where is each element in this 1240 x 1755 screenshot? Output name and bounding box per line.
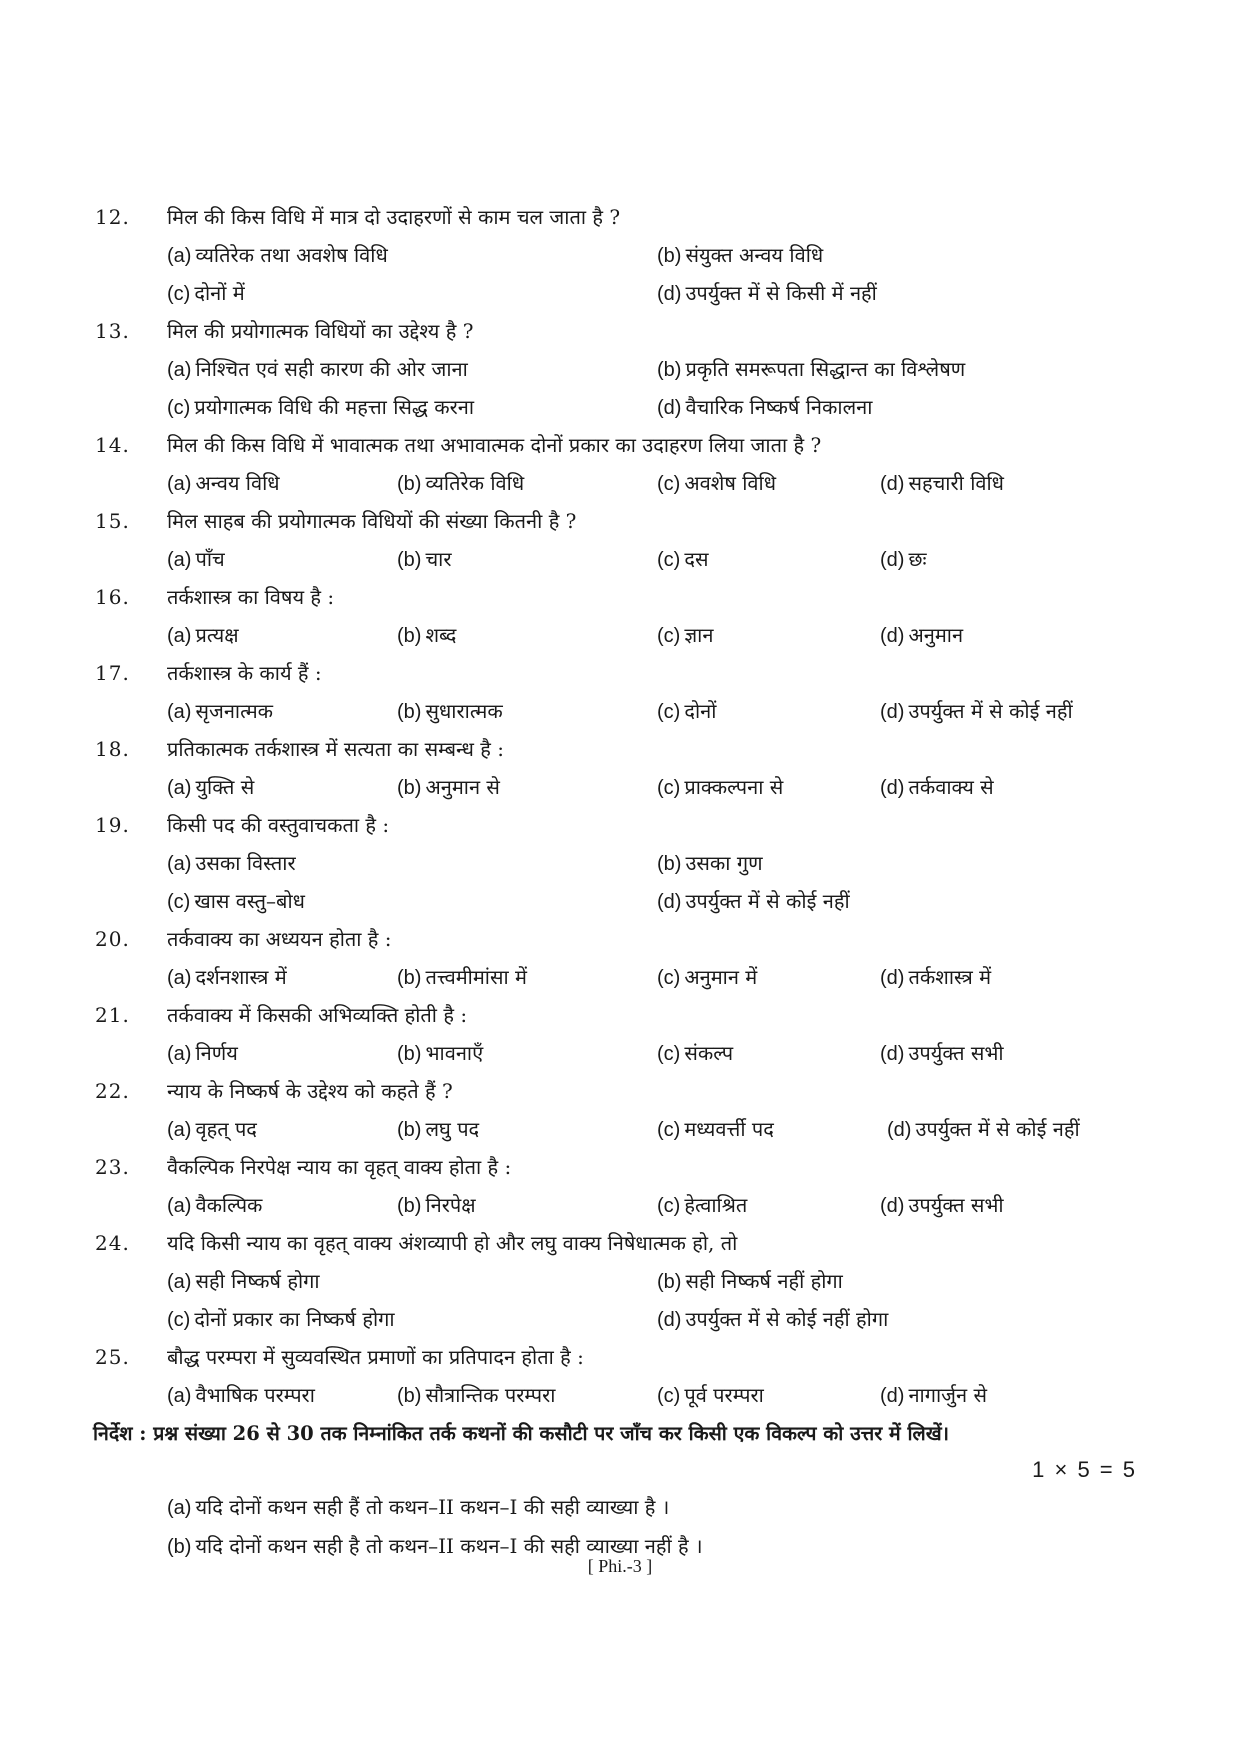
question-text: न्याय के निष्कर्ष के उद्देश्य को कहते हैं ? xyxy=(167,1079,453,1103)
option-d: (d) तर्कशास्त्र में xyxy=(880,965,992,989)
option-c: (c) पूर्व परम्परा xyxy=(657,1383,764,1407)
option-c: (c) हेत्वाश्रित xyxy=(657,1193,748,1217)
option-b: (b) सही निष्कर्ष नहीं होगा xyxy=(657,1269,843,1293)
option-a: (a) पाँच xyxy=(167,547,225,571)
option-b: (b) सौत्रान्तिक परम्परा xyxy=(397,1383,556,1407)
question-text: तर्कवाक्य का अध्ययन होता है : xyxy=(167,927,392,951)
option-c: (c) दोनों xyxy=(657,699,717,723)
question-number: 12. xyxy=(95,205,130,229)
question-text: प्रतिकात्मक तर्कशास्त्र में सत्यता का सम्बन्ध है : xyxy=(167,737,504,761)
option-a: (a) प्रत्यक्ष xyxy=(167,623,239,647)
question-number: 22. xyxy=(95,1079,130,1103)
question-number: 25. xyxy=(95,1345,130,1369)
option-a: (a) सही निष्कर्ष होगा xyxy=(167,1269,320,1293)
question-16 xyxy=(95,578,1155,616)
option-c: (c) प्रयोगात्मक विधि की महत्ता सिद्ध करना xyxy=(167,395,475,419)
marks-scheme: 1 × 5 = 5 xyxy=(1032,1457,1137,1482)
option-b: (b) प्रकृति समरूपता सिद्धान्त का विश्लेषण xyxy=(657,357,966,381)
option-b: (b) अनुमान से xyxy=(397,775,500,799)
option-d: (d) उपर्युक्त में से किसी में नहीं xyxy=(657,281,877,305)
question-12 xyxy=(95,198,1155,236)
options-row xyxy=(167,882,1155,920)
question-23 xyxy=(95,1148,1155,1186)
option-d: (d) तर्कवाक्य से xyxy=(880,775,994,799)
option-d: (d) उपर्युक्त में से कोई नहीं xyxy=(880,699,1073,723)
question-number: 19. xyxy=(95,813,130,837)
question-text: यदि किसी न्याय का वृहत् वाक्य अंशव्यापी हो और लघु वाक्य निषेधात्मक हो, तो xyxy=(167,1231,738,1255)
option-b: (b) व्यतिरेक विधि xyxy=(397,471,525,495)
option-b: (b) चार xyxy=(397,547,452,571)
option-c: (c) अनुमान में xyxy=(657,965,758,989)
option-b: (b) सुधारात्मक xyxy=(397,699,503,723)
options-row xyxy=(167,388,1155,426)
option-c: (c) संकल्प xyxy=(657,1041,734,1065)
question-number: 17. xyxy=(95,661,130,685)
question-18 xyxy=(95,730,1155,768)
question-17 xyxy=(95,654,1155,692)
question-15 xyxy=(95,502,1155,540)
option-d: (d) उपर्युक्त में से कोई नहीं xyxy=(887,1117,1080,1141)
option-a: (a) निर्णय xyxy=(167,1041,238,1065)
options-row xyxy=(167,1110,1155,1148)
options-row xyxy=(167,1034,1155,1072)
question-number: 23. xyxy=(95,1155,130,1179)
option-b: (b) भावनाएँ xyxy=(397,1041,484,1065)
option-a: (a) निश्चित एवं सही कारण की ओर जाना xyxy=(167,357,468,381)
options-row xyxy=(167,274,1155,312)
options-row xyxy=(167,1262,1155,1300)
option-d: (d) उपर्युक्त सभी xyxy=(880,1193,1004,1217)
question-21 xyxy=(95,996,1155,1034)
option-d: (d) छः xyxy=(880,547,927,571)
options-row xyxy=(167,958,1155,996)
page-footer: [ Phi.-3 ] xyxy=(587,1556,653,1576)
option-a: (a) वैकल्पिक xyxy=(167,1193,263,1217)
options-row xyxy=(167,236,1155,274)
option-b: (b) उसका गुण xyxy=(657,851,763,875)
option-a: (a) वृहत् पद xyxy=(167,1117,257,1141)
option-b: (b) लघु पद xyxy=(397,1117,480,1141)
question-number: 13. xyxy=(95,319,130,343)
question-number: 20. xyxy=(95,927,130,951)
question-list xyxy=(95,198,1155,1566)
question-text: मिल की किस विधि में मात्र दो उदाहरणों से काम चल जाता है ? xyxy=(167,205,621,229)
question-24 xyxy=(95,1224,1155,1262)
option-c: (c) प्राक्कल्पना से xyxy=(657,775,784,799)
question-number: 21. xyxy=(95,1003,130,1027)
option-a: (a) उसका विस्तार xyxy=(167,851,296,875)
option-c: (c) दस xyxy=(657,547,709,571)
option-d: (d) उपर्युक्त में से कोई नहीं होगा xyxy=(657,1307,889,1331)
option-a: (a) युक्ति से xyxy=(167,775,255,799)
options-row xyxy=(167,1300,1155,1338)
option-c: (c) खास वस्तु–बोध xyxy=(167,889,305,913)
question-20 xyxy=(95,920,1155,958)
question-number: 15. xyxy=(95,509,130,533)
option-d: (d) वैचारिक निष्कर्ष निकालना xyxy=(657,395,873,419)
options-row xyxy=(167,1376,1155,1414)
statement-option-a: (a) यदि दोनों कथन सही हैं तो कथन–II कथन–I की सही व्याख्या है । xyxy=(167,1495,670,1519)
question-text: किसी पद की वस्तुवाचकता है : xyxy=(167,813,390,837)
option-b: (b) शब्द xyxy=(397,623,457,647)
question-13 xyxy=(95,312,1155,350)
option-c: (c) अवशेष विधि xyxy=(657,471,777,495)
question-text: तर्कशास्त्र का विषय है : xyxy=(167,585,335,609)
question-text: बौद्ध परम्परा में सुव्यवस्थित प्रमाणों का प्रतिपादन होता है : xyxy=(167,1345,584,1369)
option-d: (d) उपर्युक्त सभी xyxy=(880,1041,1004,1065)
statement-option-b: (b) यदि दोनों कथन सही है तो कथन–II कथन–I की सही व्याख्या नहीं है । xyxy=(167,1534,703,1558)
options-row xyxy=(167,1186,1155,1224)
options-row xyxy=(167,616,1155,654)
question-text: मिल की प्रयोगात्मक विधियों का उद्देश्य है ? xyxy=(167,319,474,343)
question-text: तर्कवाक्य में किसकी अभिव्यक्ति होती है : xyxy=(167,1003,468,1027)
question-14 xyxy=(95,426,1155,464)
question-text: मिल की किस विधि में भावात्मक तथा अभावात्मक दोनों प्रकार का उदाहरण लिया जाता है ? xyxy=(167,433,822,457)
question-text: वैकल्पिक निरपेक्ष न्याय का वृहत् वाक्य होता है : xyxy=(167,1155,512,1179)
options-row xyxy=(167,768,1155,806)
question-number: 14. xyxy=(95,433,130,457)
option-d: (d) अनुमान xyxy=(880,623,964,647)
option-b: (b) संयुक्त अन्वय विधि xyxy=(657,243,824,267)
question-number: 24. xyxy=(95,1231,130,1255)
option-c: (c) मध्यवर्त्ती पद xyxy=(657,1117,774,1141)
options-row xyxy=(167,350,1155,388)
option-d: (d) सहचारी विधि xyxy=(880,471,1004,495)
question-number: 18. xyxy=(95,737,130,761)
option-c: (c) दोनों में xyxy=(167,281,245,305)
options-row xyxy=(167,540,1155,578)
question-text: मिल साहब की प्रयोगात्मक विधियों की संख्या कितनी है ? xyxy=(167,509,577,533)
question-text: तर्कशास्त्र के कार्य हैं : xyxy=(167,661,322,685)
option-a: (a) अन्वय विधि xyxy=(167,471,280,495)
question-19 xyxy=(95,806,1155,844)
option-b: (b) निरपेक्ष xyxy=(397,1193,476,1217)
question-number: 16. xyxy=(95,585,130,609)
option-d: (d) नागार्जुन से xyxy=(880,1383,987,1407)
options-row xyxy=(167,464,1155,502)
option-a: (a) वैभाषिक परम्परा xyxy=(167,1383,315,1407)
option-a: (a) सृजनात्मक xyxy=(167,699,274,723)
question-25 xyxy=(95,1338,1155,1376)
option-a: (a) व्यतिरेक तथा अवशेष विधि xyxy=(167,243,388,267)
directive-text: निर्देश : प्रश्न संख्या 26 से 30 तक निम्नांकित तर्क कथनों की कसौटी पर जाँच कर किसी एक विकल्प को उत्तर में लिखें। xyxy=(93,1422,950,1445)
options-row xyxy=(167,692,1155,730)
option-d: (d) उपर्युक्त में से कोई नहीं xyxy=(657,889,850,913)
option-b: (b) तत्त्वमीमांसा में xyxy=(397,965,527,989)
option-c: (c) दोनों प्रकार का निष्कर्ष होगा xyxy=(167,1307,395,1331)
option-a: (a) दर्शनशास्त्र में xyxy=(167,965,287,989)
options-row xyxy=(167,844,1155,882)
option-c: (c) ज्ञान xyxy=(657,623,714,647)
question-22 xyxy=(95,1072,1155,1110)
